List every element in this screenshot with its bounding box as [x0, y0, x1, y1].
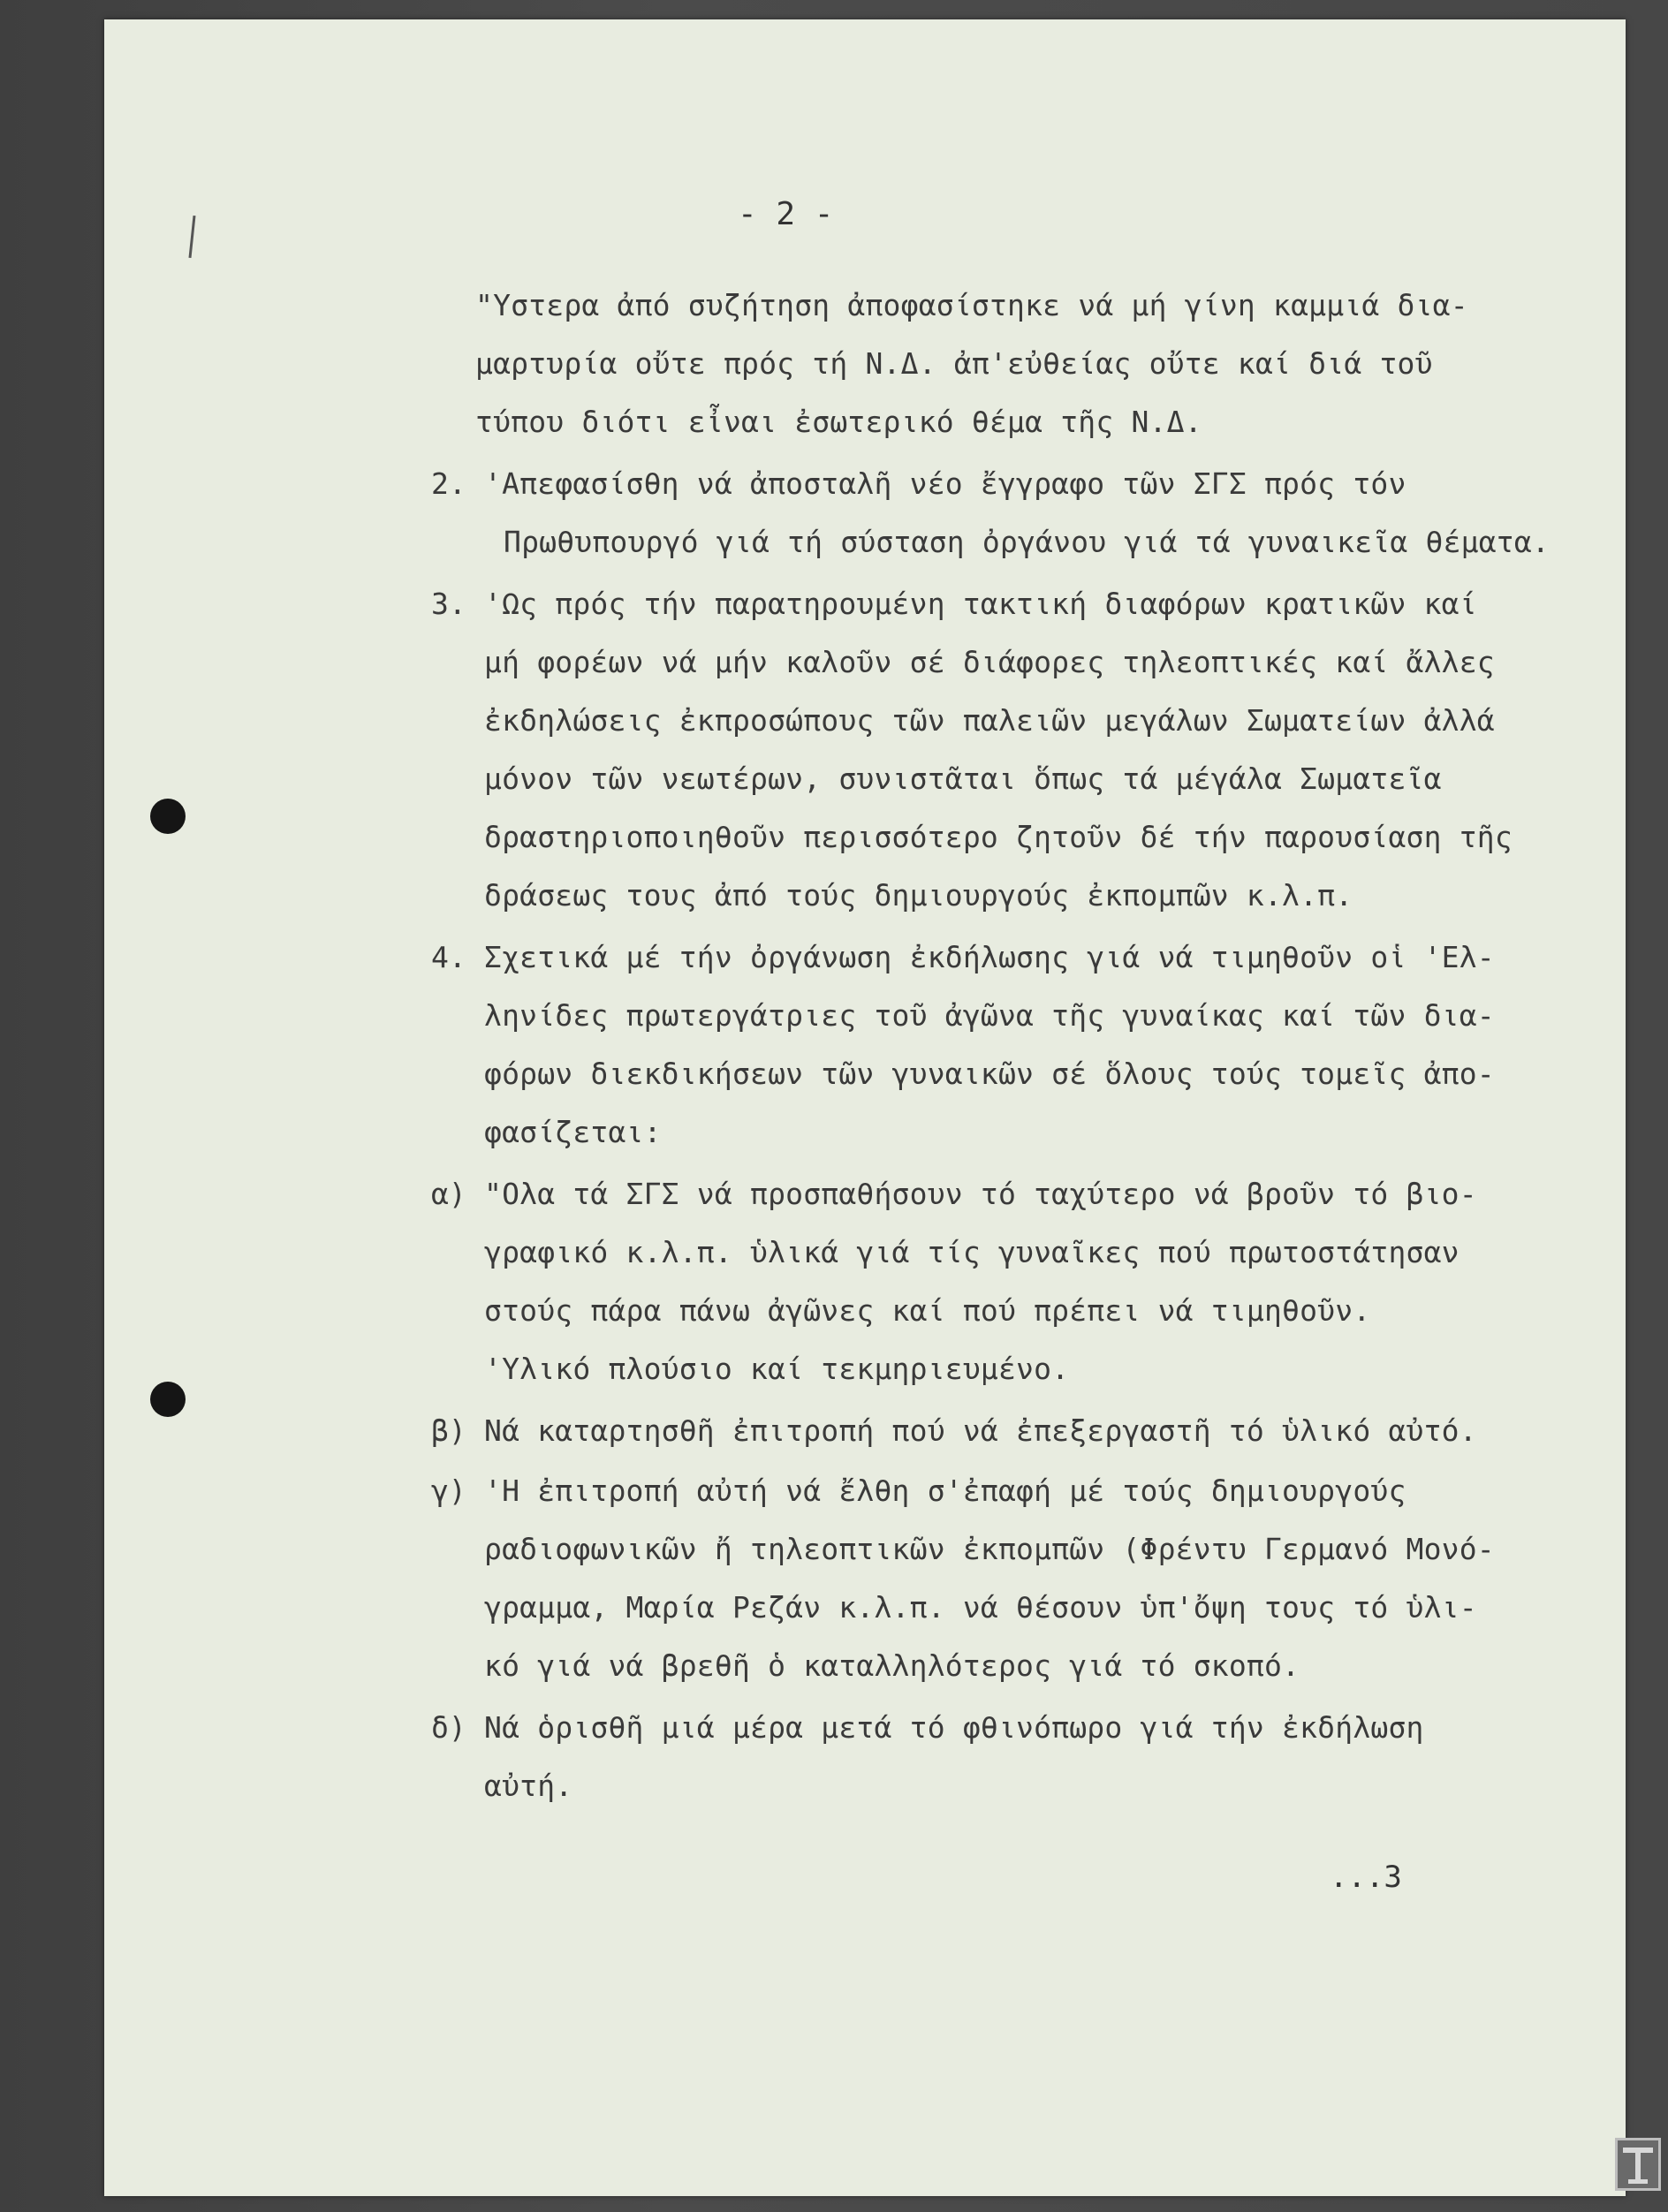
text-line: γραμμα, Μαρία Ρεζάν κ.λ.π. νά θέσουν ὑπ'ὄψη τους τό ὑλι-: [484, 1590, 1477, 1625]
text-line: αὐτή.: [484, 1769, 573, 1803]
text-line: 'Υλικό πλούσιο καί τεκμηριευμένο.: [484, 1352, 1070, 1386]
text-line: στούς πάρα πάνω ἀγῶνες καί πού πρέπει νά τιμηθοῦν.: [484, 1293, 1371, 1328]
archive-logo-icon: [1615, 2138, 1661, 2191]
item-marker: γ): [431, 1473, 466, 1508]
item-marker: 4.: [431, 940, 466, 974]
continuation-marker: ...3: [1330, 1860, 1402, 1895]
text-line: ἐκδηλώσεις ἐκπροσώπους τῶν παλειῶν μεγάλων Σωματείων ἀλλά: [484, 703, 1495, 738]
item-marker: α): [431, 1177, 466, 1211]
text-line: Νά ὁρισθῆ μιά μέρα μετά τό φθινόπωρο γιά τήν ἐκδήλωση: [484, 1710, 1424, 1745]
text-line: φόρων διεκδικήσεων τῶν γυναικῶν σέ ὅλους τούς τομεῖς ἀπο-: [484, 1057, 1495, 1091]
text-line: ραδιοφωνικῶν ἤ τηλεοπτικῶν ἐκπομπῶν (Φρέντυ Γερμανό Μονό-: [484, 1532, 1495, 1566]
text-line: δράσεως τους ἀπό τούς δημιουργούς ἐκπομπῶν κ.λ.π.: [484, 878, 1353, 913]
text-line: Πρωθυπουργό γιά τή σύσταση ὀργάνου γιά τά γυναικεῖα θέματα.: [504, 525, 1550, 559]
punch-hole: [150, 799, 186, 834]
item-marker: 2.: [431, 466, 466, 501]
item-marker: 3.: [431, 587, 466, 621]
text-line: Σχετικά μέ τήν ὀργάνωση ἐκδήλωσης γιά νά τιμηθοῦν οἱ 'Ελ-: [484, 940, 1495, 974]
text-line: 'Η ἐπιτροπή αὐτή νά ἔλθη σ'ἐπαφή μέ τούς δημιουργούς: [484, 1473, 1406, 1508]
text-line: "Ολα τά ΣΓΣ νά προσπαθήσουν τό ταχύτερο νά βροῦν τό βιο-: [484, 1177, 1477, 1211]
text-line: δραστηριοποιηθοῦν περισσότερο ζητοῦν δέ τήν παρουσίαση τῆς: [484, 820, 1513, 854]
item-marker: δ): [431, 1710, 466, 1745]
text-line: 'Ως πρός τήν παρατηρουμένη τακτική διαφόρων κρατικῶν καί: [484, 587, 1477, 621]
text-line: ληνίδες πρωτεργάτριες τοῦ ἀγῶνα τῆς γυναίκας καί τῶν δια-: [484, 998, 1495, 1033]
text-line: φασίζεται:: [484, 1115, 662, 1149]
text-line: "Υστερα ἀπό συζήτηση ἀποφασίστηκε νά μή γίνη καμμιά δια-: [475, 288, 1468, 322]
text-line: τύπου διότι εἶναι ἐσωτερικό θέμα τῆς Ν.Δ.: [475, 405, 1202, 439]
page-number: - 2 -: [738, 196, 834, 232]
text-line: μή φορέων νά μήν καλοῦν σέ διάφορες τηλεοπτικές καί ἄλλες: [484, 645, 1495, 679]
text-line: γραφικό κ.λ.π. ὑλικά γιά τίς γυναῖκες πού πρωτοστάτησαν: [484, 1235, 1460, 1269]
item-marker: β): [431, 1413, 466, 1448]
text-line: κό γιά νά βρεθῆ ὁ καταλληλότερος γιά τό σκοπό.: [484, 1648, 1300, 1683]
text-line: μαρτυρία οὔτε πρός τή Ν.Δ. ἀπ'εὐθείας οὔτε καί διά τοῦ: [475, 346, 1433, 381]
punch-hole: [150, 1382, 186, 1417]
text-line: Νά καταρτησθῆ ἐπιτροπή πού νά ἐπεξεργαστῆ τό ὑλικό αὐτό.: [484, 1413, 1477, 1448]
text-line: 'Απεφασίσθη νά ἀποσταλῆ νέο ἔγγραφο τῶν ΣΓΣ πρός τόν: [484, 466, 1406, 501]
text-line: μόνον τῶν νεωτέρων, συνιστᾶται ὅπως τά μέγάλα Σωματεῖα: [484, 761, 1442, 796]
